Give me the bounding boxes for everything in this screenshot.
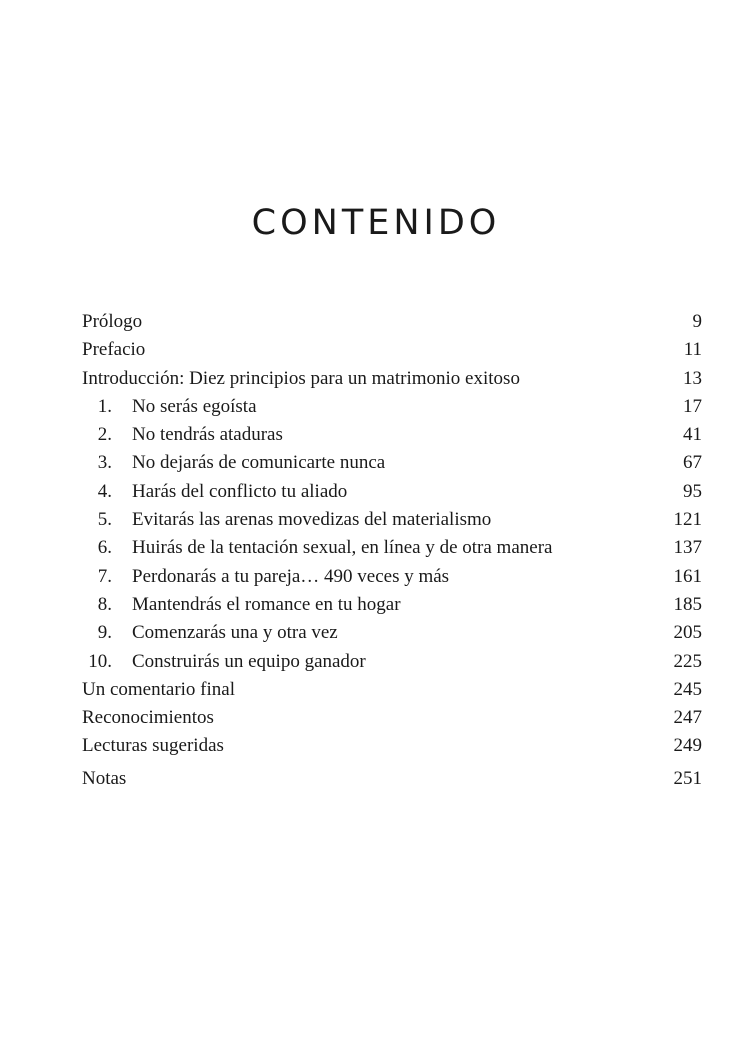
toc-entry-chapter-8 xyxy=(82,591,702,619)
toc-entry-reconocimientos xyxy=(82,704,702,732)
toc-entry-number: 2. xyxy=(97,424,112,446)
toc-entry-chapter-6 xyxy=(82,534,702,562)
toc-entry-lecturas-sugeridas xyxy=(82,732,702,760)
toc-entry-page: 13 xyxy=(683,367,702,389)
toc-entry-title: Un comentario final xyxy=(82,678,236,700)
toc-entry-title: No dejarás de comunicarte nunca xyxy=(132,452,386,474)
toc-entry-chapter-4 xyxy=(82,478,702,506)
toc-entry-title: Comenzarás una y otra vez xyxy=(132,622,338,644)
toc-entry-chapter-1 xyxy=(82,393,702,421)
toc-entry-page: 205 xyxy=(673,622,702,644)
toc-entry-title: Huirás de la tentación sexual, en línea y de otra manera xyxy=(132,537,553,559)
toc-entry-page: 251 xyxy=(673,767,702,789)
toc-entry-title: Harás del conflicto tu aliado xyxy=(132,480,348,502)
toc-entry-title: Prólogo xyxy=(82,311,143,332)
toc-entry-page: 247 xyxy=(673,707,702,729)
toc-entry-number: 10. xyxy=(88,650,112,672)
toc-entry-page: 11 xyxy=(683,339,702,361)
toc-entry-chapter-10 xyxy=(82,648,702,676)
toc-entry-chapter-2 xyxy=(82,421,702,449)
toc-entry-title: No serás egoísta xyxy=(132,395,257,417)
toc-entry-prefacio xyxy=(82,336,702,364)
toc-entry-number: 5. xyxy=(97,509,112,531)
toc-entry-number: 7. xyxy=(97,565,112,587)
toc-entry-chapter-5 xyxy=(82,506,702,534)
toc-entry-number: 9. xyxy=(97,622,112,644)
toc-entry-chapter-3 xyxy=(82,449,702,477)
toc-entry-introduccion xyxy=(82,365,702,393)
toc-entry-title: Construirás un equipo ganador xyxy=(132,650,366,672)
toc-entry-number: 8. xyxy=(97,593,112,615)
toc-entry-page: 161 xyxy=(673,565,702,587)
toc-entry-title: Mantendrás el romance en tu hogar xyxy=(132,593,401,615)
toc-entry-title: Notas xyxy=(82,767,127,789)
toc-entry-page: 17 xyxy=(683,395,702,417)
toc-entry-page: 9 xyxy=(692,311,702,332)
toc-entry-comentario-final xyxy=(82,676,702,704)
toc-entry-title: Prefacio xyxy=(82,339,146,361)
toc-entry-page: 41 xyxy=(683,424,702,446)
toc-entry-notas xyxy=(82,765,702,793)
toc-entry-title: Lecturas sugeridas xyxy=(82,735,224,757)
toc-entry-page: 121 xyxy=(673,509,702,531)
toc-entry-number: 4. xyxy=(97,480,112,502)
toc-entry-page: 137 xyxy=(673,537,702,559)
toc-entry-chapter-9 xyxy=(82,619,702,647)
toc-entry-number: 3. xyxy=(97,452,112,474)
toc-entry-title: Reconocimientos xyxy=(82,707,214,729)
toc-entry-page: 245 xyxy=(673,678,702,700)
toc-entry-chapter-7 xyxy=(82,563,702,591)
toc-entry-title: Perdonarás a tu pareja… 490 veces y más xyxy=(132,565,450,587)
toc-entry-page: 185 xyxy=(673,593,702,615)
toc-entry-title: Evitarás las arenas movedizas del materialismo xyxy=(132,509,492,531)
toc-entry-page: 249 xyxy=(673,735,702,757)
toc-entry-title: No tendrás ataduras xyxy=(132,424,283,446)
toc-entry-page: 95 xyxy=(683,480,702,502)
toc-entry-title: Introducción: Diez principios para un matrimonio exitoso xyxy=(82,367,520,389)
toc-entry-number: 1. xyxy=(97,395,112,417)
table-of-contents xyxy=(82,308,702,793)
toc-entry-page: 225 xyxy=(673,650,702,672)
toc-entry-number: 6. xyxy=(97,537,112,559)
toc-entry-page: 67 xyxy=(683,452,702,474)
page-title: CONTENIDO xyxy=(251,203,501,243)
toc-entry-prologo xyxy=(82,308,702,336)
